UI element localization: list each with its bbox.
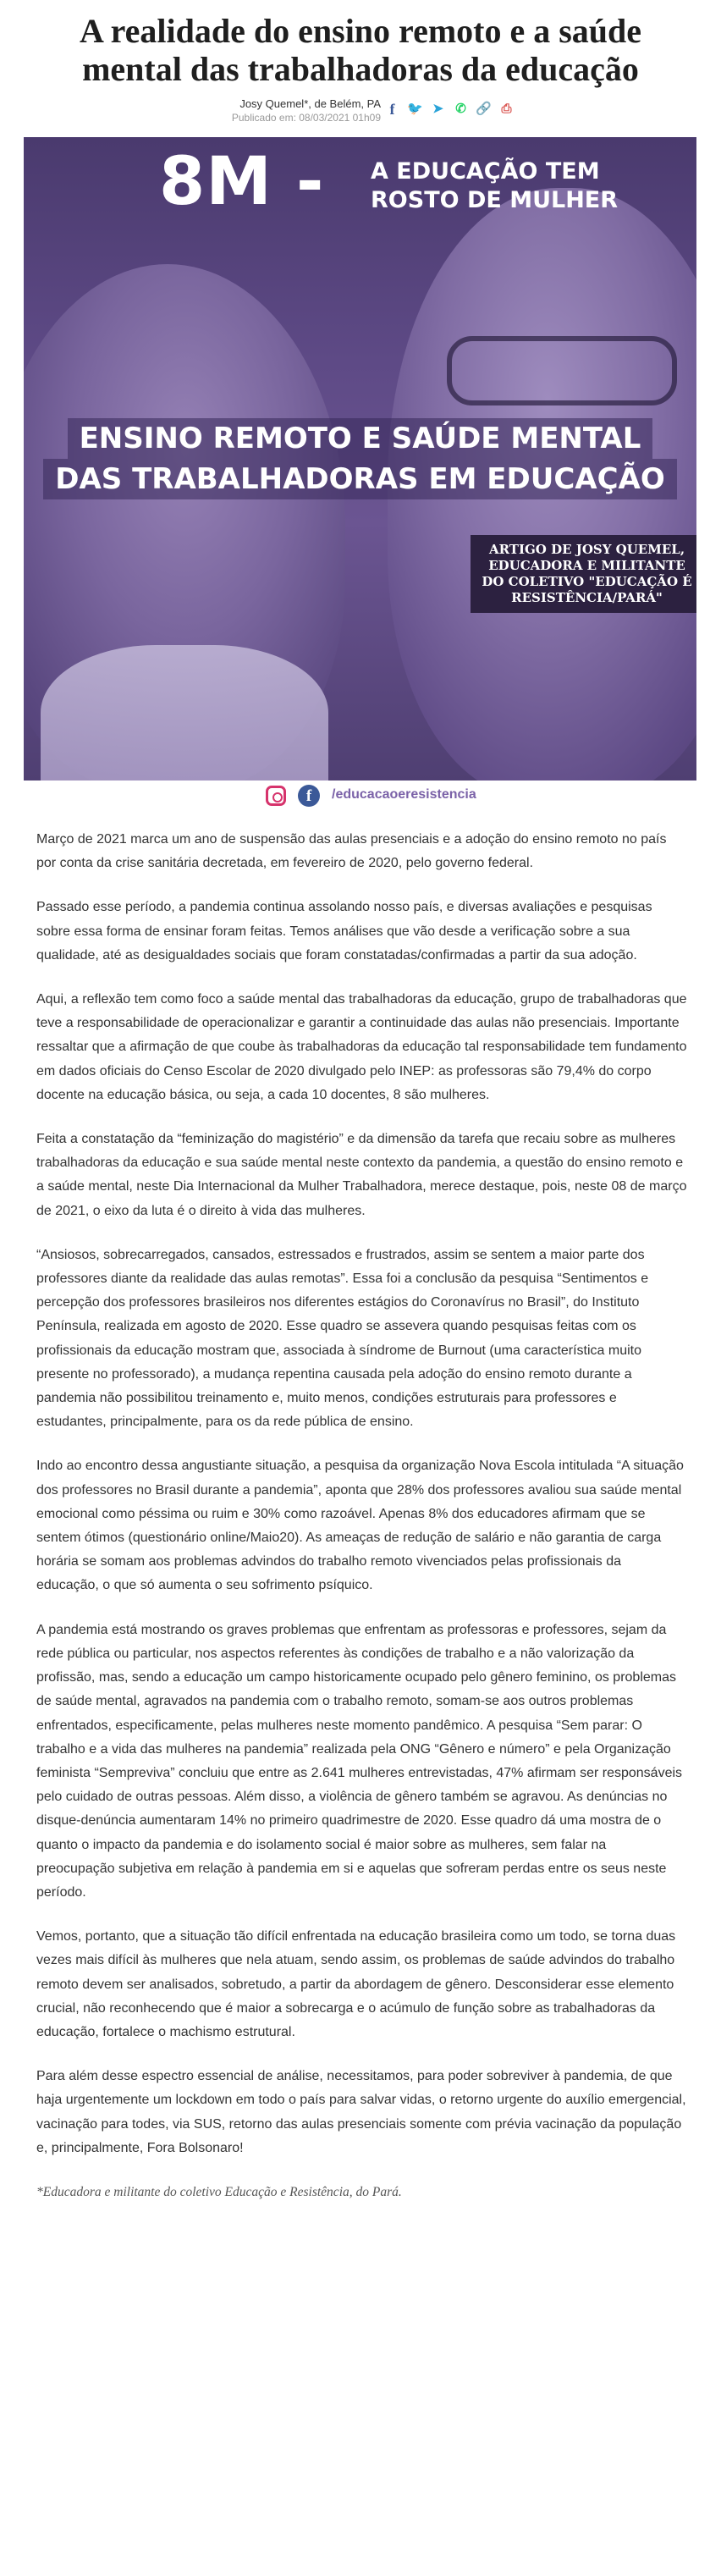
banner-main-heading [24, 418, 696, 499]
banner-face-mask [41, 645, 328, 781]
instagram-icon [266, 786, 286, 806]
banner-tagline-line-1: A EDUCAÇÃO TEM [371, 158, 600, 185]
banner-article-credit: ARTIGO DE JOSY QUEMEL, EDUCADORA E MILITANTE DO COLETIVO "EDUCAÇÃO É RESISTÊNCIA/PARÁ" [471, 535, 696, 613]
banner-tagline [371, 157, 641, 215]
paragraph: Para além desse espectro essencial de análise, necessitamos, para poder sobreviver à pandemia, de que haja urgentemente um lockdown em todo o país para salvar vidas, o retorno urgente do auxílio emergencial, vacinação para todes, via SUS, retorno das aulas presenciais somente com prévia vacinação da população e, principalmente, Fora Bolsonaro! [36, 2069, 686, 2155]
article-meta [0, 88, 721, 137]
article-banner-image [24, 137, 696, 781]
twitter-icon[interactable]: 🐦 [407, 102, 423, 116]
byline [212, 97, 381, 124]
facebook-icon[interactable]: f [389, 101, 395, 118]
banner-social-handle-row [0, 781, 721, 809]
banner-tagline-line-2: ROSTO DE MULHER [371, 187, 619, 213]
paragraph: Feita a constatação da “feminização do magistério” e da dimensão da tarefa que recaiu sobre as mulheres trabalhadoras da educação e sua saúde mental neste contexto da pandemia, a questão do ensino remoto e a saúde mental, neste Dia Internacional da Mulher Trabalhadora, merece destaque, pois, neste 08 de março de 2021, o eixo da luta é o direito à vida das mulheres. [36, 1132, 687, 1218]
paragraph: Vemos, portanto, que a situação tão difícil enfrentada na educação brasileira como um todo, se torna duas vezes mais difícil às mulheres que nela atuam, sendo assim, os problemas de saúde advindos do trabalho remoto devem ser analisados, sobretudo, a partir da abordagem de gênero. Desconsiderar esse elemento crucial, não reconhecendo que é maior a sobrecarga e o acúmulo de função sobre as trabalhadoras da educação, fortalece o machismo estrutural. [36, 1929, 676, 2039]
article-body [0, 809, 721, 2204]
paragraph: “Ansiosos, sobrecarregados, cansados, estressados e frustrados, assim se sentem a maior parte dos professores diante da realidade das aulas remotas”. Essa foi a conclusão da pesquisa “Sentimentos e percepção dos professores brasileiros nos diferentes estágios do Coronavírus no Brasil”, do Instituto Península, realizada em agosto de 2020. Esse quadro se assevera quando pesquisas feitas com os profissionais da educação mostram que, associada à síndrome de Burnout (uma característica muito presente no professorado), a mudança repentina causada pela adoção do ensino remoto durante a pandemia não possibilitou treinamento e, muito menos, condições estruturais para professores e estudantes, principalmente, para os da rede pública de ensino. [36, 1247, 649, 1430]
banner-glasses [447, 336, 677, 405]
author-footnote: *Educadora e militante do coletivo Educação e Resistência, do Pará. [36, 2184, 402, 2199]
author-name: Josy Quemel*, de Belém, PA [239, 97, 381, 110]
paragraph: A pandemia está mostrando os graves problemas que enfrentam as professoras e professores, sejam da rede pública ou particular, nos aspectos referentes às condições de trabalho e a não valorização da profissão, mas, sendo a educação um campo historicamente ocupado pelo gênero feminino, os problemas de saúde mental, agravados na pandemia com o trabalho remoto, somam-se aos outros problemas enfrentados, especificamente, pelas mulheres neste momento pandêmico. A pesquisa “Sem parar: O trabalho e a vida das mulheres na pandemia” realizada pela ONG “Gênero e número” e pela Organização feminista “Sempreviva” concluiu que entre as 2.641 mulheres entrevistadas, 47% afirmam ser responsáveis pelo cuidado de outras pessoas. Além disso, a violência de gênero também se agravou. As denúncias no disque-denúncia aumentaram 14% no primeiro quadrimestre de 2020. Esse quadro dá uma mostra de o quanto o impacto da pandemia e do isolamento social é maior sobre as mulheres, sem falar na preocupação subjetiva em relação à pandemia em si e aquelas que sofreram perdas entre os seus neste período. [36, 1622, 683, 1900]
facebook-icon: f [298, 785, 320, 807]
title-line-2: mental das trabalhadoras da educação [82, 50, 639, 88]
paragraph: Aqui, a reflexão tem como foco a saúde mental das trabalhadoras da educação, grupo de trabalhadoras que teve a responsabilidade de operacionalizar e garantir a continuidade das aulas não presenciais. Importante ressaltar que a afirmação de que coube às trabalhadoras da educação tal responsabilidade tem fundamento em dados oficiais do Censo Escolar de 2020 divulgado pelo INEP: as professoras são 79,4% do corpo docente na educação básica, ou seja, a cada 10 docentes, 8 são mulheres. [36, 992, 687, 1102]
print-icon[interactable]: ⎙ [501, 102, 512, 116]
telegram-icon[interactable]: ➤ [432, 102, 443, 116]
paragraph: Indo ao encontro dessa angustiante situação, a pesquisa da organização Nova Escola intitulada “A situação dos professores no Brasil durante a pandemia”, aponta que 28% dos professores avaliou sua saúde mental emocional como péssima ou ruim e 30% como razoável. Apenas 8% dos educadores afirmam que se sentem ótimos (questionário online/Maio20). As ameaças de redução de salário e não garantia de carga horária se somam aos problemas advindos do trabalho remoto vivenciados pelas profissionais da educação, o que só aumenta o seu sofrimento psíquico. [36, 1459, 684, 1593]
share-bar [383, 100, 516, 119]
social-handle: /educacaoeresistencia [332, 787, 476, 802]
whatsapp-icon[interactable]: ✆ [455, 102, 466, 116]
banner-8m-heading: 8M - [159, 144, 325, 220]
paragraph: Passado esse período, a pandemia continua assolando nosso país, e diversas avaliações e pesquisas sobre essa forma de ensinar foram feitas. Temos análises que vão desde a verificação sobre a sua qualidade, até as desigualdades sociais que foram constatadas/confirmadas a partir da sua adoção. [36, 900, 652, 963]
banner-main-line-1: ENSINO REMOTO E SAÚDE MENTAL [68, 418, 653, 459]
article-title [0, 0, 721, 88]
banner-main-line-2: DAS TRABALHADORAS EM EDUCAÇÃO [43, 459, 677, 499]
publish-date: Publicado em: 08/03/2021 01h09 [231, 112, 381, 124]
paragraph: Março de 2021 marca um ano de suspensão das aulas presenciais e a adoção do ensino remoto no país por conta da crise sanitária decretada, em fevereiro de 2020, pelo governo federal. [36, 832, 667, 871]
title-line-1: A realidade do ensino remoto e a saúde [79, 12, 642, 50]
link-icon[interactable]: 🔗 [476, 102, 492, 116]
